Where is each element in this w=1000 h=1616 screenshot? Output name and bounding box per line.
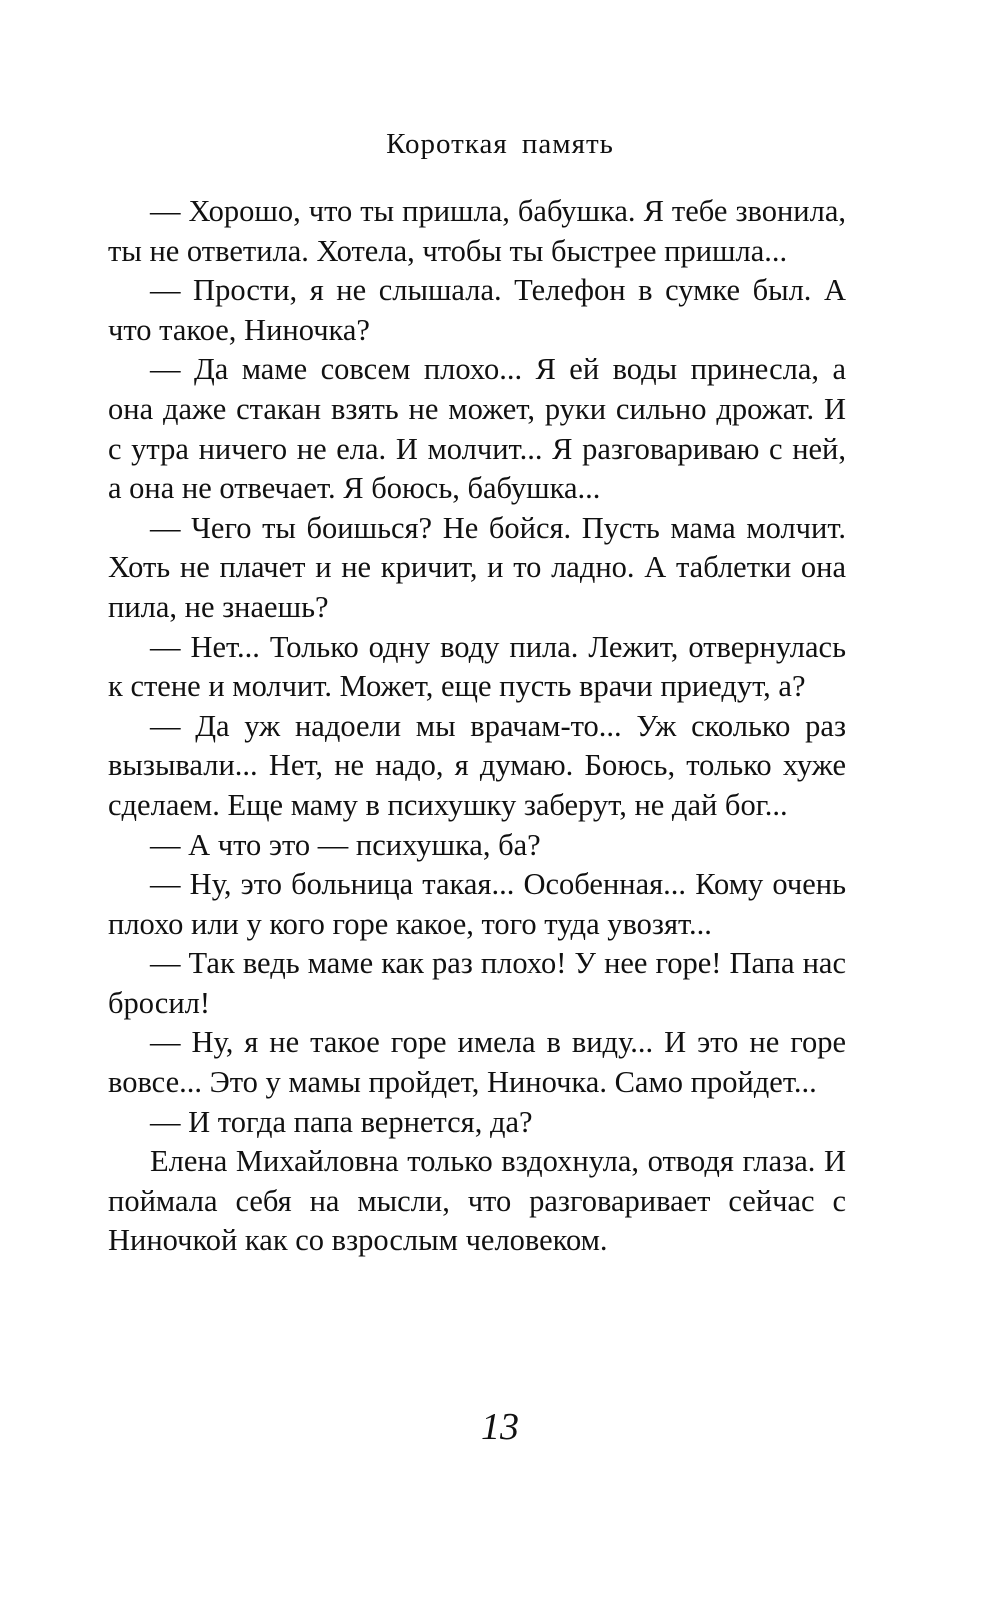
page-number: 13 bbox=[481, 1406, 519, 1448]
paragraph: Елена Михайловна только вздохнула, отводя глаза. И поймала себя на мысли, что разговаривает сейчас с Ниночкой как со взрослым человеком. bbox=[108, 1144, 846, 1258]
paragraph: — И тогда папа вернется, да? bbox=[150, 1104, 533, 1139]
paragraph: — Ну, я не такое горе имела в виду... И это не горе вовсе... Это у мамы пройдет, Ниночка. Само пройдет... bbox=[108, 1025, 846, 1100]
body-text bbox=[108, 192, 846, 1261]
paragraph: — А что это — психушка, ба? bbox=[150, 827, 541, 862]
paragraph: — Чего ты боишься? Не бойся. Пусть мама молчит. Хоть не плачет и не кричит, и то ладно. А таблетки она пила, не знаешь? bbox=[108, 510, 846, 624]
paragraph: — Да уж надоели мы врачам-то... Уж сколько раз вызывали... Нет, не надо, я думаю. Боюсь, только хуже сделаем. Еще маму в психушку заберут, не дай бог... bbox=[108, 708, 846, 822]
paragraph: — Хорошо, что ты пришла, бабушка. Я тебе звонила, ты не ответила. Хотела, чтобы ты быстрее пришла... bbox=[108, 194, 846, 268]
paragraph: — Ну, это больница такая... Особенная... Кому очень плохо или у кого горе какое, того туда увозят... bbox=[108, 867, 846, 941]
running-head: Короткая память bbox=[386, 128, 614, 160]
paragraph: — Так ведь маме как раз плохо! У нее горе! Папа нас бросил! bbox=[108, 946, 846, 1020]
paragraph: — Нет... Только одну воду пила. Лежит, отвернулась к стене и молчит. Может, еще пусть врачи приедут, а? bbox=[108, 629, 846, 704]
paragraph: — Прости, я не слышала. Телефон в сумке был. А что такое, Ниночка? bbox=[108, 273, 846, 347]
paragraph: — Да маме совсем плохо... Я ей воды принесла, а она даже стакан взять не может, руки сильно дрожат. И с утра ничего не ела. И молчит... Я разговариваю с ней, а она не отвечает. Я боюсь, бабушка... bbox=[108, 352, 846, 506]
